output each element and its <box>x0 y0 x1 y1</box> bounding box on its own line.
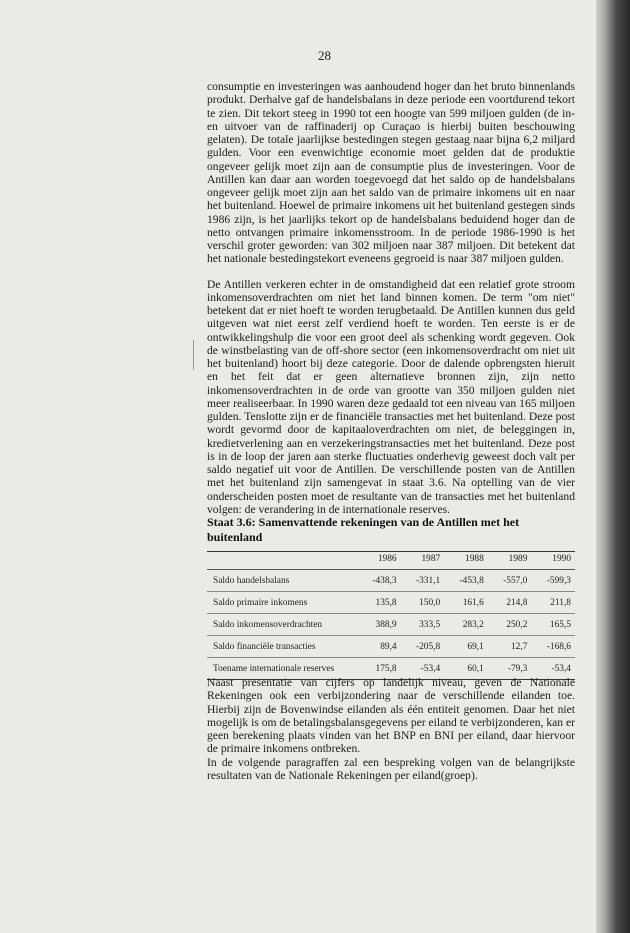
row-label: Saldo primaire inkomens <box>213 597 308 608</box>
cell: 60,1 <box>467 663 484 674</box>
cell: -53,4 <box>420 663 441 674</box>
margin-mark <box>193 340 194 370</box>
cell: -53,4 <box>551 663 571 674</box>
header-year: 1989 <box>508 554 528 564</box>
data-table <box>207 551 575 680</box>
header-year: 1987 <box>421 554 441 564</box>
cell: 250,2 <box>506 619 528 630</box>
cell: -168,6 <box>546 641 571 652</box>
row-label: Saldo inkomensoverdrachten <box>213 619 323 630</box>
cell: 69,1 <box>467 641 484 652</box>
paragraph-1: consumptie en investeringen was aanhoudend hoger dan het bruto binnenlands produkt. Derhalve gaf de handelsbalans in deze periode een voortdurend tekort te zien. Dit tekort steeg in 1990 tot een hoogte van 599 miljoen gulden (de in- en uitvoer van de raffinaderij op Curaçao is hierbij buiten beschouwing gelaten). De totale jaarlijkse bestedingen stegen gestaag naar bijna 6,2 miljard gulden. Voor een evenwichtige economie moet gelden dat de produktie ongeveer gelijk moet zijn aan de consumptie plus de investeringen. Voor de Antillen kan daar aan worden toegevoegd dat het saldo op de handelsbalans ongeveer gelijk moet zijn aan het saldo van de primaire inkomens uit en naar het buitenland. Hoewel de primaire inkomens uit het buitenland gestegen sinds 1986 zijn, is het jaarlijks tekort op de handelsbalans beduidend hoger dan de netto ontvangen primaire inkomensstroom. In de periode 1986-1990 is het verschil groter geworden: van 302 miljoen naar 387 miljoen. Dit betekent dat het nationale bestedingstekort eveneens gegroeid is naar 387 miljoen gulden. <box>207 80 575 266</box>
closing-text <box>207 676 575 782</box>
cell: 165,5 <box>549 619 571 630</box>
cell: -79,3 <box>507 663 528 674</box>
header-empty <box>207 552 357 570</box>
paragraph-4: In de volgende paragraffen zal een bespreking volgen van de belangrijkste resultaten van de Nationale Rekeningen per eiland(groep). <box>207 755 575 782</box>
cell: 175,8 <box>375 663 397 674</box>
cell: 135,8 <box>375 597 397 608</box>
cell: -557,0 <box>503 575 528 586</box>
cell: 283,2 <box>462 619 484 630</box>
row-label: Saldo financiële transacties <box>213 641 316 652</box>
table-row <box>207 592 575 614</box>
cell: -599,3 <box>546 575 571 586</box>
cell: 388,9 <box>375 619 397 630</box>
cell: 214,8 <box>506 597 528 608</box>
table-row <box>207 570 575 592</box>
header-year: 1990 <box>552 554 571 564</box>
paragraph-3: Naast presentatie van cijfers op landelijk niveau, geven de Nationale Rekeningen ook een verbijzondering naar de verschillende eilanden toe. Hierbij zijn de Bovenwindse eilanden als één entiteit genomen. Daar het niet mogelijk is om de betalingsbalansgegevens per eiland te verbijzonderen, kan er geen berekening plaats vinden van het BNP en BNI per eiland, daar hiervoor de primaire inkomens ontbreken. <box>207 676 575 756</box>
table-staat-3-6 <box>207 515 575 680</box>
cell: -205,8 <box>415 641 441 652</box>
paragraph-2: De Antillen verkeren echter in de omstandigheid dat een relatief grote stroom inkomensoverdrachten om niet het land binnen komen. De term "om niet" betekent dat er niet hoeft te worden terugbetaald. De Antillen kunnen dus geld uitgeven wat niet eerst zelf verdiend hoeft te worden. Ten eerste is er de ontwikkelingshulp die voor een groot deel als schenking wordt gegeven. Ook de winstbelasting van de off-shore sector (een inkomensoverdracht om niet uit het buitenland) hoort bij deze categorie. Door de dalende opbrengsten hieruit en het feit dat er geen alternatieve bronnen zijn, zijn netto inkomensoverdrachten in de orde van grootte van 350 miljoen gulden niet meer realiseerbaar. In 1990 waren deze gedaald tot een niveau van 165 miljoen gulden. Tenslotte zijn er de financiële transacties met het buitenland. Deze post wordt gevormd door de kapitaaloverdrachten om niet, de beleggingen in, kredietverlening aan en verzekeringstransacties met het buitenland. Deze post is in de loop der jaren aan sterke fluctuaties onderhevig geweest doch valt per saldo negatief uit voor de Antillen. De verschillende posten van de Antillen met het buitenland zijn samengevat in staat 3.6. Na optelling van de vier onderscheiden posten moet de resultante van de transacties met het buitenland volgen: de verandering in de internationale reserves. <box>207 277 575 516</box>
cell: -453,8 <box>459 575 484 586</box>
body-text <box>207 80 575 516</box>
cell: 211,8 <box>550 597 571 608</box>
header-year: 1986 <box>377 554 397 564</box>
table-row <box>207 614 575 636</box>
cell: -331,1 <box>415 575 441 586</box>
header-year: 1988 <box>465 554 484 564</box>
cell: 161,6 <box>462 597 484 608</box>
table-row <box>207 636 575 658</box>
row-label: Toename internationale reserves <box>213 663 335 674</box>
row-label: Saldo handelsbalans <box>213 575 290 586</box>
table-header-row <box>207 552 575 570</box>
book-binding-edge <box>596 0 630 933</box>
table-title: Staat 3.6: Samenvattende rekeningen van de Antillen met het buitenland <box>207 515 520 544</box>
page-number: 28 <box>318 48 331 63</box>
cell: 89,4 <box>380 641 397 652</box>
cell: 333,5 <box>419 619 441 630</box>
cell: 12,7 <box>510 641 528 652</box>
cell: 150,0 <box>419 597 441 608</box>
cell: -438,3 <box>372 575 397 586</box>
